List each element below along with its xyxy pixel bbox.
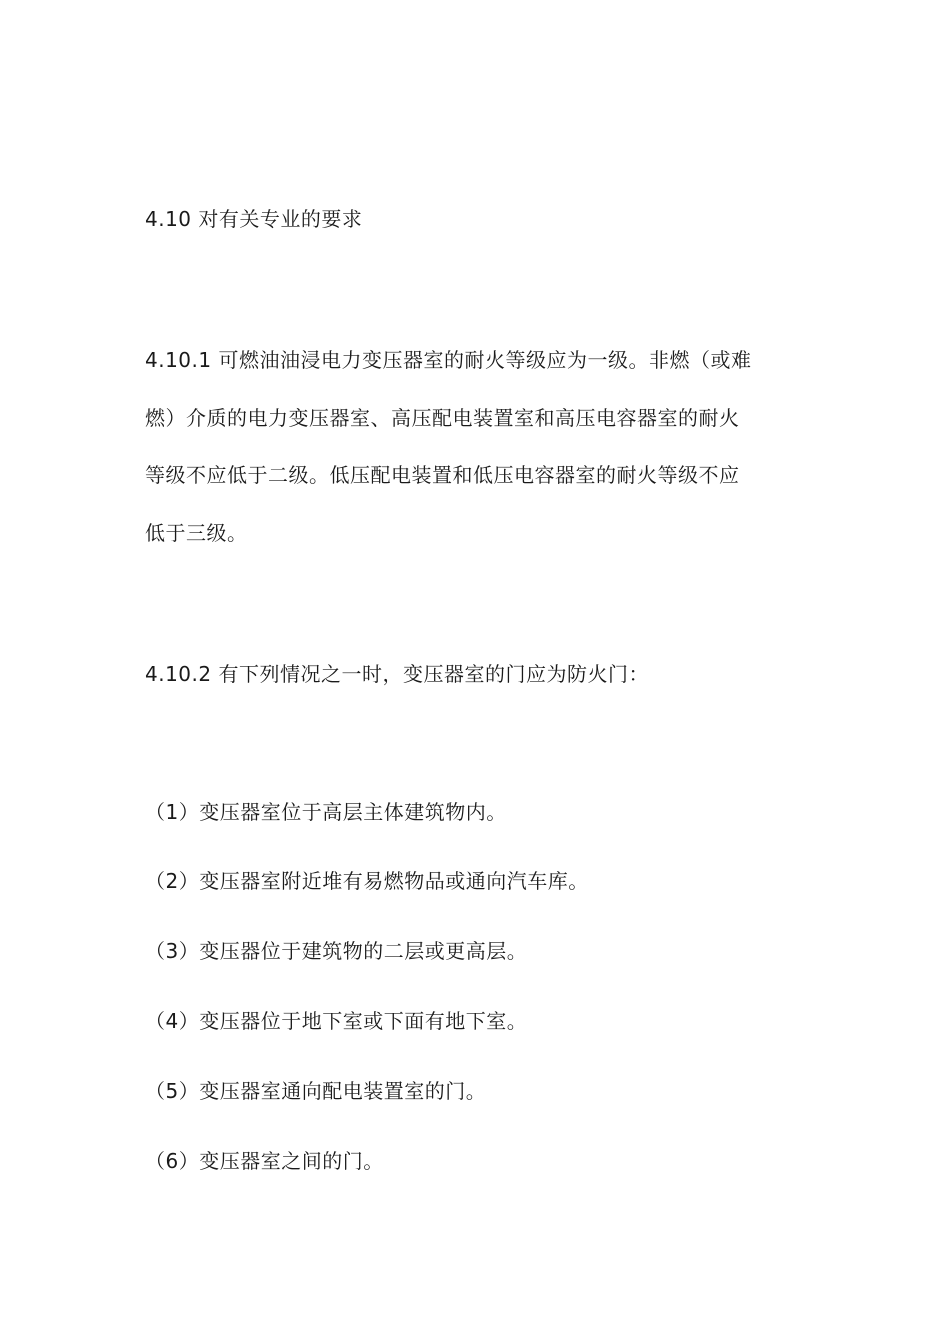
clause-4-10-1-line-3: 等级不应低于二级。低压配电装置和低压电容器室的耐火等级不应 [145,463,740,487]
list-item-3: （3）变压器位于建筑物的二层或更高层。 [145,939,528,963]
clause-4-10-2-intro: 4.10.2 有下列情况之一时，变压器室的门应为防火门： [145,662,649,686]
clause-4-10-1-line-4: 低于三级。 [145,521,248,545]
list-item-6: （6）变压器室之间的门。 [145,1149,384,1173]
section-heading: 4.10 对有关专业的要求 [145,207,363,231]
clause-4-10-1-line-2: 燃）介质的电力变压器室、高压配电装置室和高压电容器室的耐火 [145,406,740,430]
list-item-1: （1）变压器室位于高层主体建筑物内。 [145,800,507,824]
list-item-5: （5）变压器室通向配电装置室的门。 [145,1079,487,1103]
list-item-2: （2）变压器室附近堆有易燃物品或通向汽车库。 [145,869,589,893]
clause-4-10-1-line-1: 4.10.1 可燃油油浸电力变压器室的耐火等级应为一级。非燃（或难 [145,348,752,372]
list-item-4: （4）变压器位于地下室或下面有地下室。 [145,1009,528,1033]
